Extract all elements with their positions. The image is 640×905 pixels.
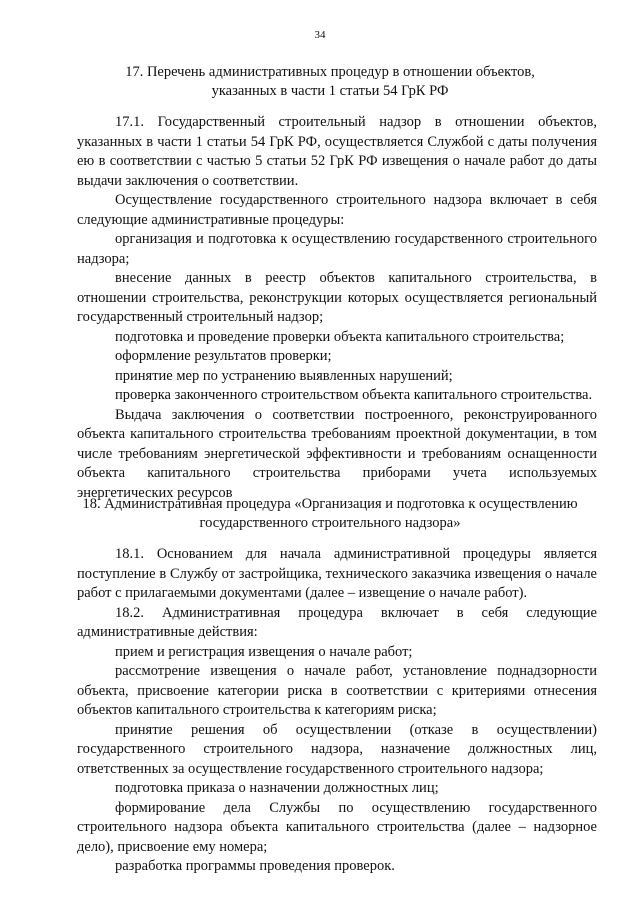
- list-item-violations: принятие мер по устранению выявленных нарушений;: [115, 367, 453, 384]
- section-18-heading-line-1: 18. Административная процедура «Организация и подготовка к осуществлению: [82, 496, 578, 512]
- section-18-heading-line-2: государственного строительного надзора»: [199, 515, 461, 531]
- section-17-heading: [60, 63, 600, 101]
- paragraph-conclusion: Выдача заключения о соответствии построенного, реконструированного объекта капитального строительства требованиям проектной документации, в том числе требованиям энергетической эффективности и требованиям оснащенности объекта капитального строительства приборами учета используемых энергетических ресурсов: [77, 406, 597, 501]
- list-item-program: разработка программы проведения проверок.: [115, 858, 395, 874]
- section-18-body: [77, 545, 597, 877]
- section-18-heading: [60, 495, 600, 533]
- section-17-heading-line-1: 17. Перечень административных процедур в отношении объектов,: [125, 64, 535, 80]
- page-number: 34: [314, 29, 326, 41]
- list-item-organization: организация и подготовка к осуществлению государственного строительного надзора;: [77, 231, 597, 267]
- list-item-case-file: формирование дела Службы по осуществлению государственного строительного надзора объекта капитального строительства (далее – надзорное дело), присвоение ему номера;: [77, 799, 597, 855]
- list-item-registry: внесение данных в реестр объектов капитального строительства, в отношении строительства, реконструкции которых осуществляется региональный государственный строительный надзор;: [77, 270, 597, 325]
- section-17-body: [77, 113, 597, 503]
- list-item-results: оформление результатов проверки;: [115, 348, 332, 364]
- paragraph-18-1: 18.1. Основанием для начала административной процедуры является поступление в Службу от застройщика, технического заказчика извещения о начале работ с прилагаемыми документами (далее – извещение о начале работ).: [77, 546, 597, 601]
- list-item-final-check: проверка законченного строительством объекта капитального строительства.: [115, 387, 593, 403]
- list-item-decision: принятие решения об осуществлении (отказе в осуществлении) государственного строительного надзора, назначение должностных лиц, ответственных за осуществление государственного строительного надзора;: [77, 721, 597, 777]
- paragraph-procedures-intro: Осуществление государственного строительного надзора включает в себя следующие административные процедуры:: [77, 192, 597, 228]
- paragraph-17-1: 17.1. Государственный строительный надзор в отношении объектов, указанных в части 1 статьи 54 ГрК РФ, осуществляется Службой с даты получения ею в соответствии с частью 5 статьи 52 ГрК РФ извещения о начале работ до даты выдачи заключения о соответствии.: [77, 114, 597, 189]
- list-item-review: рассмотрение извещения о начале работ, установление поднадзорности объекта, присвоение категории риска в соответствии с критериями отнесения объектов капитального строительства к категориям риска;: [77, 663, 597, 718]
- paragraph-18-2: 18.2. Административная процедура включает в себя следующие административные действия:: [77, 604, 597, 640]
- list-item-order: подготовка приказа о назначении должностных лиц;: [115, 780, 439, 796]
- list-item-receipt: прием и регистрация извещения о начале работ;: [115, 643, 413, 660]
- section-17-heading-line-2: указанных в части 1 статьи 54 ГрК РФ: [211, 83, 449, 99]
- list-item-inspection: подготовка и проведение проверки объекта капитального строительства;: [115, 328, 565, 345]
